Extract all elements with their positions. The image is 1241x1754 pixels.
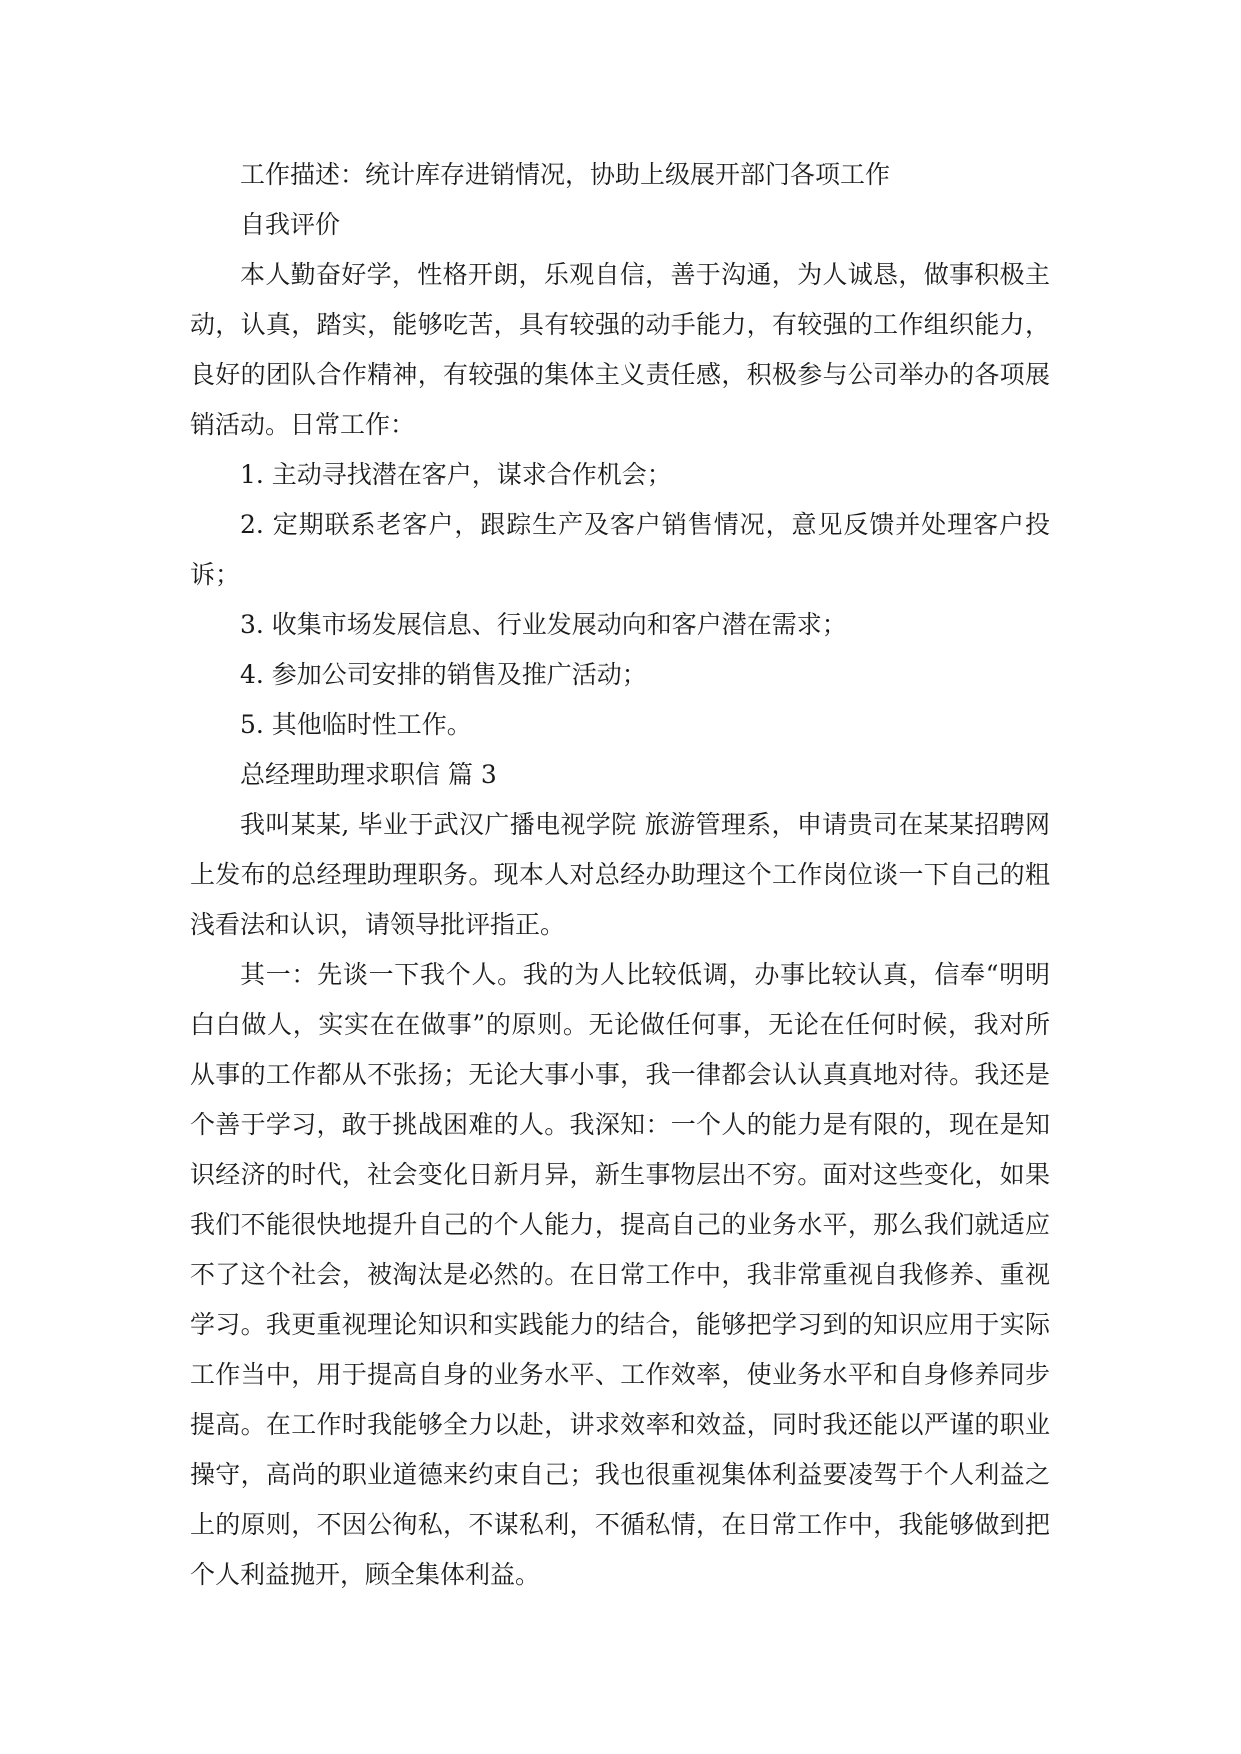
body-paragraph-one: 其一：先谈一下我个人。我的为人比较低调，办事比较认真，信奉“明明白白做人，实实在在做事”的原则。无论做任何事，无论在任何时候，我对所从事的工作都从不张扬；无论大事小事，我一律都会认认真真地对待。我还是个善于学习，敢于挑战困难的人。我深知：一个人的能力是有限的，现在是知识经济的时代，社会变化日新月异，新生事物层出不穷。面对这些变化，如果我们不能很快地提升自己的个人能力，提高自己的业务水平，那么我们就适应不了这个社会，被淘汰是必然的。在日常工作中，我非常重视自我修养、重视学习。我更重视理论知识和实践能力的结合，能够把学习到的知识应用于实际工作当中，用于提高自身的业务水平、工作效率，使业务水平和自身修养同步提高。在工作时我能够全力以赴，讲求效率和效益，同时我还能以严谨的职业操守，高尚的职业道德来约束自己；我也很重视集体利益要凌驾于个人利益之上的原则，不因公徇私，不谋私利，不循私情，在日常工作中，我能够做到把个人利益抛开，顾全集体利益。 <box>190 960 1050 1589</box>
document-page <box>190 150 1050 1600</box>
duty-item-4: 4. 参加公司安排的销售及推广活动； <box>240 660 647 689</box>
intro-paragraph: 我叫某某, 毕业于武汉广播电视学院 旅游管理系，申请贵司在某某招聘网上发布的总经理助理职务。现本人对总经办助理这个工作岗位谈一下自己的粗浅看法和认识，请领导批评指正。 <box>190 810 1050 939</box>
self-evaluation-paragraph: 本人勤奋好学，性格开朗，乐观自信，善于沟通，为人诚恳，做事积极主动，认真，踏实，能够吃苦，具有较强的动手能力，有较强的工作组织能力，良好的团队合作精神，有较强的集体主义责任感，积极参与公司举办的各项展销活动。日常工作： <box>190 260 1050 439</box>
section-title: 总经理助理求职信 篇 3 <box>240 760 497 789</box>
duty-item-5: 5. 其他临时性工作。 <box>240 710 472 739</box>
duty-item-2: 2. 定期联系老客户，跟踪生产及客户销售情况，意见反馈并处理客户投诉； <box>190 510 1050 589</box>
work-description-line: 工作描述：统计库存进销情况，协助上级展开部门各项工作 <box>240 160 891 189</box>
duty-item-1: 1. 主动寻找潜在客户，谋求合作机会； <box>240 460 672 489</box>
duty-item-3: 3. 收集市场发展信息、行业发展动向和客户潜在需求； <box>240 610 847 639</box>
self-evaluation-heading: 自我评价 <box>240 210 341 239</box>
